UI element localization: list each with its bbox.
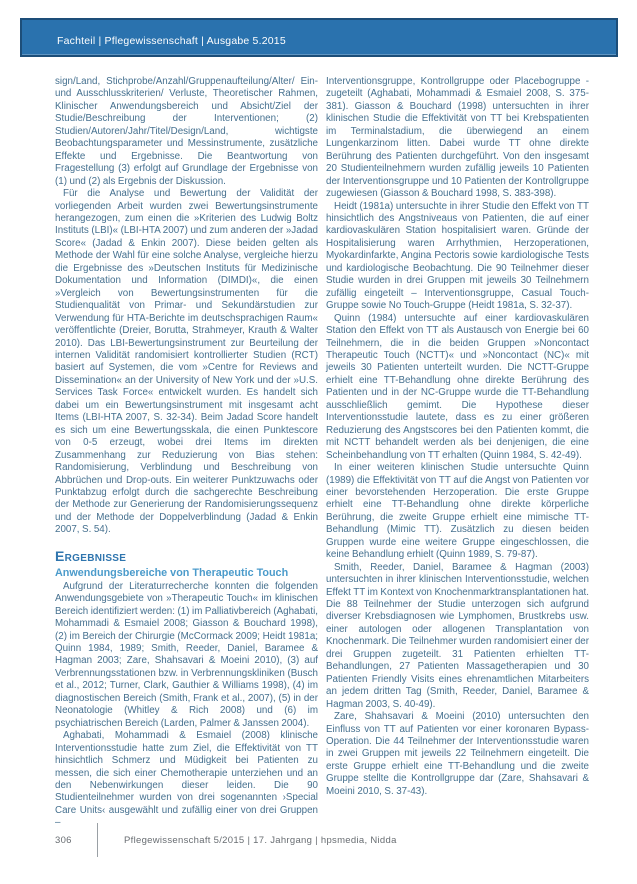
journal-info-line: Pflegewissenschaft 5/2015 | 17. Jahrgang | hpsmedia, Nidda (124, 834, 397, 846)
page-number: 306 (55, 834, 72, 846)
header-band-text: Fachteil | Pflegewissenschaft | Ausgabe 5.2015 (57, 34, 286, 47)
paragraph-validity-instruments: Für die Analyse und Bewertung der Validität der vorliegenden Arbeit wurden zwei Bewertungsinstrumente herangezogen, zum einen die »Kriterien des Ludwig Boltz Instituts (LBI)« (LBI-HTA 2007) und zum anderen der »Jadad Score« (Jadad & Enkin 2007). Diese beiden gelten als Methode der Wahl für eine solche Analyse, vergleiche hierzu die Ergebnisse des »Deutschen Instituts für Medizinische Dokumentation und Information (DIMDI)«, die einen »Vergleich von Bewertungsinstrumenten für die Studienqualität von Primar- und Sekundärstudien zur Verwendung für HTA-Berichte im deutschsprachigen Raum« veröffentlichte (Dreier, Borutta, Strahmeyer, Krauth & Walter 2010). Das LBI-Bewertungsinstrument zur Beurteilung der internen Validität randomisiert kontrollierter Studien (RCT) basiert auf Systemen, die vom »Centre for Reviews and Dissemination« an der University of New York und der »U.S. Services Task Force« entwickelt wurden. Es handelt sich dabei um ein Bewertungsinstrument mit insgesamt acht Items (LBI-HTA 2007, S. 32-34). Beim Jadad Score handelt es sich um eine Bewertungsskala, die einen Punktescore von 0-5 erzeugt, wobei drei Items im direkten Zusammenhang zur Reduzierung von Bias stehen: Randomisierung, Verblindung und Beschreibung von Abbrüchen und Drop-outs. Ein weiterer Punktzuwachs oder Punktabzug erfolgt durch die sachgerechte Beschreibung der Methode zur Generierung der Randomisierungssequenz und der Methode der Doppelverblindung (Jadad & Enkin 2007, S. 54). (55, 188, 318, 536)
paragraph-heidt-study: Heidt (1981a) untersuchte in ihrer Studie den Effekt von TT hinsichtlich des Angstniveaus von Patienten, die auf einer kardiovaskulären Station hospitalisiert waren. Gründe der Hospitalisierung waren Arrhythmien, Herzoperationen, Myokardinfarkte, Angina Pectoris sowie kardiologische Tests und kardiologische Beobachtung. Die 90 Teilnehmer dieser Studie wurden in drei Gruppen mit jeweils 30 Teilnehmern zufällig eingeteilt – Interventionsgruppe, Casual Touch-Gruppe sowie No Touch-Gruppe (Heidt 1981a, S. 32-37). (326, 200, 589, 312)
paragraph-zare-study: Zare, Shahsavari & Moeini (2010) untersuchten den Einfluss von TT auf Patienten vor einer koronaren Bypass-Operation. Die 44 Teilnehmer der Interventionsstudie waren in zwei Gruppen mit jeweils 22 Teilnehmern eingeteilt. Die erste Gruppe erhielt eine TT-Behandlung und die zweite Gruppe stellte die Kontrollgruppe dar (Zare, Shahsavari & Moeini 2010, S. 37-43). (326, 711, 589, 797)
paragraph-aghabati-study: Aghabati, Mohammadi & Esmaiel (2008) klinische Interventionsstudie hatte zum Ziel, die Effektivität von TT hinsichtlich Schmerz und Müdigkeit bei Patienten zu messen, die sich einer Chemotherapie unterziehen und an den Nebenwirkungen dieser leiden. Die 90 Studienteilnehmer wurden von drei sogenannten ›Special Care Units‹ ausgewählt und zufällig einer von drei Gruppen – (55, 730, 318, 829)
paragraph-quinn-1989: In einer weiteren klinischen Studie untersuchte Quinn (1989) die Effektivität von TT auf die Angst von Patienten vor einer bevorstehenden Herzoperation. Die erste Gruppe erhielt eine TT-Behandlung ohne direkte körperliche Berührung, die zweite Gruppe erhielt eine mimische TT-Behandlung (Mimic TT). Zusätzlich zu diesen beiden Gruppen wurde eine weitere Gruppe eingeschlossen, die keine Behandlung erhielt (Quinn 1989, S. 79-87). (326, 462, 589, 561)
paragraph-criteria-continuation: sign/Land, Stichprobe/Anzahl/Gruppenaufteilung/Alter/ Ein- und Ausschlusskriterien/ Verluste, Theoretischer Rahmen, Klinischer Anwendungsbereich und Absicht/Ziel der Studie/Beschreibung der Interventionen; (2) Studien/Autoren/Jahr/Titel/Design/Land, wichtigste Beobachtungsparameter und Messinstrumente, zusätzliche Effekte und Ergebnisse. Die Beantwortung von Fragestellung (3) erfolgt auf Grundlage der Ergebnisse von (1) und (2) als Ergebnis der Diskussion. (55, 76, 318, 187)
paragraph-smith-study: Smith, Reeder, Daniel, Baramee & Hagman (2003) untersuchten in ihrer klinischen Interventionsstudie, welchen Effekt TT im Kontext von Knochenmarktransplantationen hat. Die 88 Teilnehmer der Studie unterzogen sich aufgrund diverser Krebsdiagnosen wie Lymphomen, Brustkrebs usw. einer autologen oder allogenen Transplantation von Knochenmark. Die Teilnehmer wurden randomisiert einer der drei Gruppen zugeteilt. 31 Patienten erhielten TT-Behandlungen, 27 Patienten Massagetherapien und 30 Patienten Friendly Visits eines ehrenamtlichen Mitarbeiters an jedem dritten Tag (Smith, Reeder, Daniel, Baramee & Hagman 2003, S. 40-49). (326, 561, 589, 710)
paragraph-quinn-1984: Quinn (1984) untersuchte auf einer kardiovaskulären Station den Effekt von TT als Austausch von Energie bei 60 Teilnehmern, die in die beiden Gruppen »Noncontact Therapeutic Touch (NCTT)« und »Noncontact (NC)« mit jeweils 30 Patienten unterteilt wurden. Die NCTT-Gruppe erhielt eine TT-Behandlung ohne direkte Berührung des Patienten und in der NC-Gruppe wurde die TT-Behandlung ausschließlich gemimt. Die Hypothese dieser Interventionsstudie lautete, dass es zu einer größeren Reduzierung des Angstscores bei den Patienten kommt, die mit NCTT behandelt werden als bei denjenigen, die eine Scheinbehandlung von TT erhalten (Quinn 1984, S. 42-49). (326, 312, 589, 461)
subsection-heading-anwendungsbereiche: Anwendungsbereiche von Therapeutic Touch (55, 566, 289, 579)
paragraph-anwendungsgebiete: Aufgrund der Literaturrecherche konnten die folgenden Anwendungsgebiete von »Therapeutic Touch« im klinischen Bereich identifiziert werden: (1) im Palliativbereich (Aghabati, Mohammadi & Esmaiel 2008; Giasson & Bouchard 1998), (2) im Bereich der Chirurgie (McCormack 2009; Heidt 1981a; Quinn 1984, 1989; Smith, Reeder, Daniel, Baramee & Hagman 2003; Zare, Shahsavari & Moeini 2010), (3) auf Verbrennungsstationen bzw. in Verbrennungskliniken (Busch et al., 2012; Turner, Clark, Gauthier & Williams 1998), (4) im diagnostischen Bereich (Smith, Frank et al., 2007), (5) in der Neonatologie (Whitley & Rich 2008) und (6) im psychiatrischen Bereich (Larden, Palmer & Janssen 2004). (55, 580, 318, 729)
left-column (55, 76, 318, 830)
right-column (326, 76, 589, 830)
section-heading-ergebnisse: Ergebnisse (55, 547, 127, 564)
page-footer (55, 822, 589, 858)
article-body (55, 76, 589, 830)
paragraph-giasson-bouchard: Interventionsgruppe, Kontrollgruppe oder Placebogruppe - zugeteilt (Aghabati, Mohammadi & Esmaiel 2008, S. 375-381). Giasson & Bouchard (1998) untersuchten in ihrer klinischen Studie die Effektivität von TT bei Krebspatienten im Terminalstadium, die überwiegend an einem Lungenkarzinom litten. Dabei wurde TT ohne direkte Berührung des Patienten durchgeführt. Von den insgesamt 20 Studienteilnehmern wurden zufällig jeweils 10 Patienten der Interventionsgruppe und 10 Patienten der Kontrollgruppe zugewiesen (Giasson & Bouchard 1998, S. 383-398). (326, 76, 589, 200)
header-band (20, 18, 618, 57)
footer-divider (97, 823, 98, 857)
